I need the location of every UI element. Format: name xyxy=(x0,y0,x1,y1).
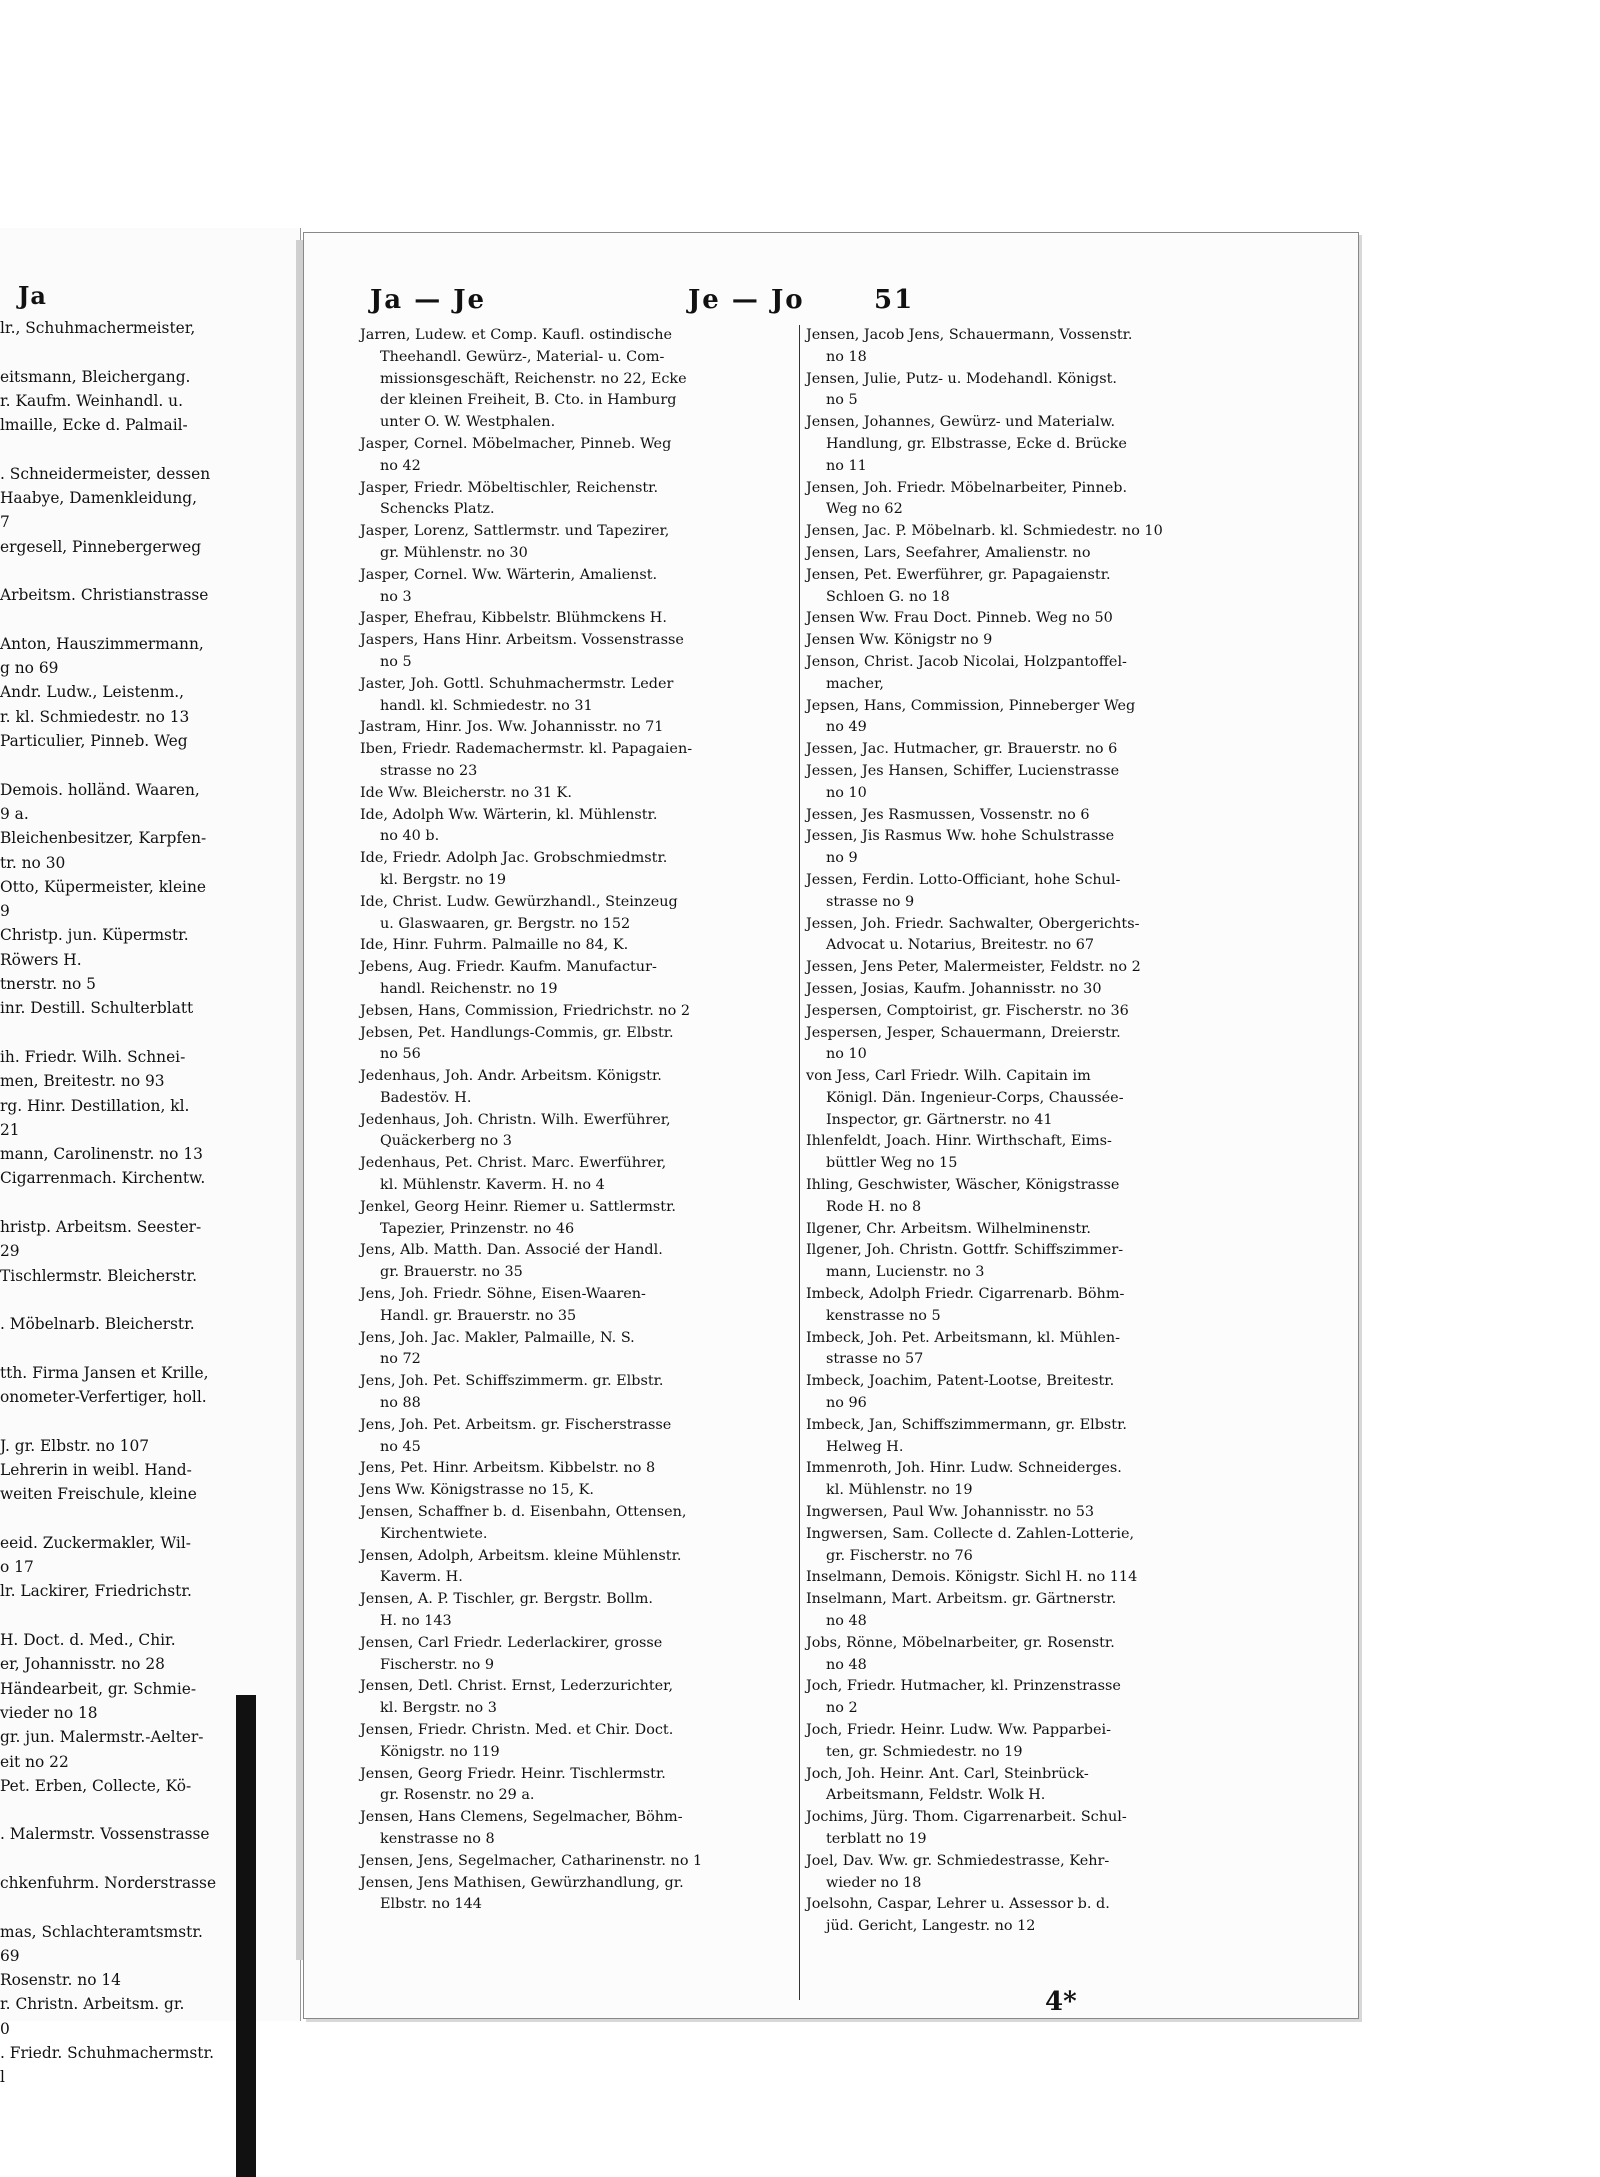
directory-entry-line: Jensen, Joh. Friedr. Möbelnarbeiter, Pinneb. xyxy=(806,479,1128,496)
directory-entry-line: Jensen, Jac. P. Möbelnarb. kl. Schmiedestr. no 10 xyxy=(806,523,1163,540)
directory-entry-line: handl. Reichenstr. no 19 xyxy=(380,980,558,997)
left-page-line: tnerstr. no 5 xyxy=(0,975,96,994)
directory-entry-line: strasse no 57 xyxy=(826,1351,924,1368)
left-page-line: Andr. Ludw., Leistenm., xyxy=(0,683,185,702)
left-page-line: 29 xyxy=(0,1242,20,1261)
directory-entry-line: jüd. Gericht, Langestr. no 12 xyxy=(826,1918,1036,1935)
directory-entry-line: no 5 xyxy=(826,392,858,409)
directory-entry-line: Inselmann, Mart. Arbeitsm. gr. Gärtnerstr. xyxy=(806,1591,1117,1608)
directory-entry-line: Ide, Hinr. Fuhrm. Palmaille no 84, K. xyxy=(360,937,629,954)
directory-entry-line: Jasper, Ehefrau, Kibbelstr. Blühmckens H. xyxy=(360,610,667,627)
left-page-line: lr., Schuhmachermeister, xyxy=(0,319,196,337)
directory-entry-line: Badestöv. H. xyxy=(380,1089,472,1106)
directory-entry-line: Ide, Friedr. Adolph Jac. Grobschmiedmstr. xyxy=(360,850,668,867)
directory-entry-line: Tapezier, Prinzenstr. no 46 xyxy=(380,1220,575,1237)
directory-entry-line: Handl. gr. Brauerstr. no 35 xyxy=(380,1307,577,1324)
directory-entry-line: Jasper, Cornel. Ww. Wärterin, Amalienst. xyxy=(360,566,658,583)
directory-entry-line: Jarren, Ludew. et Comp. Kaufl. ostindische xyxy=(360,327,672,343)
left-page-line: H. Doct. d. Med., Chir. xyxy=(0,1631,176,1650)
directory-entry-line: Jensen, Adolph, Arbeitsm. kleine Mühlenstr. xyxy=(360,1547,682,1564)
directory-entry-line: Königstr. no 119 xyxy=(380,1743,500,1760)
left-page-line xyxy=(0,1409,300,1433)
directory-entry-line: gr. Brauerstr. no 35 xyxy=(380,1264,523,1281)
left-page-line: Röwers H. xyxy=(0,950,82,969)
directory-entry-line: Jens, Joh. Friedr. Söhne, Eisen-Waaren- xyxy=(360,1286,646,1303)
directory-entry-line: no 3 xyxy=(380,588,412,605)
left-page-line: Christp. jun. Küpermstr. xyxy=(0,926,189,945)
directory-entry-line: Imbeck, Joh. Pet. Arbeitsmann, kl. Mühlen- xyxy=(806,1329,1120,1346)
directory-entry-line: Jensen, Carl Friedr. Lederlackirer, grosse xyxy=(360,1634,663,1651)
directory-entry-line: no 5 xyxy=(380,653,412,670)
directory-entry-line: Helweg H. xyxy=(826,1438,904,1455)
directory-entry-line: Jaspers, Hans Hinr. Arbeitsm. Vossenstrasse xyxy=(360,632,684,649)
directory-entry-line: Jenkel, Georg Heinr. Riemer u. Sattlermstr. xyxy=(360,1198,676,1215)
directory-entry-line: Jasper, Cornel. Möbelmacher, Pinneb. Weg xyxy=(360,435,672,452)
directory-entry-line: Imbeck, Jan, Schiffszimmermann, gr. Elbstr. xyxy=(806,1416,1127,1433)
directory-entry-line: Ide Ww. Bleicherstr. no 31 K. xyxy=(360,784,572,801)
left-page-line: Händearbeit, gr. Schmie- xyxy=(0,1679,197,1698)
directory-entry-line: Ilgener, Joh. Christn. Gottfr. Schiffszimmer- xyxy=(806,1242,1124,1259)
directory-entry-line: wieder no 18 xyxy=(826,1874,922,1891)
directory-entry-line: Jessen, Jis Rasmus Ww. hohe Schulstrasse xyxy=(806,828,1115,845)
directory-entry-line: Weg no 62 xyxy=(826,501,903,518)
left-page-line: er, Johannisstr. no 28 xyxy=(0,1655,165,1674)
directory-entry-line: Jenson, Christ. Jacob Nicolai, Holzpantoffel- xyxy=(806,653,1127,670)
directory-entry-line: Ihlenfeldt, Joach. Hinr. Wirthschaft, Eims- xyxy=(806,1133,1112,1150)
directory-entry-line: kenstrasse no 8 xyxy=(380,1830,495,1847)
directory-entry-line: Jensen, Georg Friedr. Heinr. Tischlermstr. xyxy=(360,1765,666,1782)
directory-entry-line: Schloen G. no 18 xyxy=(826,588,950,605)
left-page-line: . Friedr. Schuhmachermstr. xyxy=(0,2044,215,2063)
directory-entry-line: Jessen, Josias, Kaufm. Johannisstr. no 30 xyxy=(806,980,1102,997)
directory-entry-line: kl. Bergstr. no 19 xyxy=(380,871,507,888)
directory-entry-line: Jedenhaus, Joh. Christn. Wilh. Ewerführer, xyxy=(360,1111,671,1128)
directory-entry-line: Jens, Joh. Pet. Schiffszimmerm. gr. Elbstr. xyxy=(360,1373,664,1390)
left-page-line: chkenfuhrm. Norderstrasse xyxy=(0,1874,217,1892)
left-page-line xyxy=(0,608,300,632)
left-page-line: Particulier, Pinneb. Weg xyxy=(0,732,188,751)
directory-entry-line: Arbeitsmann, Feldstr. Wolk H. xyxy=(826,1787,1046,1804)
directory-entry-line: Ide, Adolph Ww. Wärterin, kl. Mühlenstr. xyxy=(360,806,658,823)
directory-entry-line: Immenroth, Joh. Hinr. Ludw. Schneiderges. xyxy=(806,1460,1122,1477)
signature-mark: 4* xyxy=(1045,1987,1077,2017)
left-page-line: mas, Schlachteramtsmstr. xyxy=(0,1922,203,1941)
directory-entry-line: Jensen, Detl. Christ. Ernst, Lederzurichter, xyxy=(360,1678,674,1695)
directory-entry-line: mann, Lucienstr. no 3 xyxy=(826,1264,985,1281)
directory-entry-line: Jebens, Aug. Friedr. Kaufm. Manufactur- xyxy=(360,959,657,976)
directory-entry-line: Joelsohn, Caspar, Lehrer u. Assessor b. d. xyxy=(806,1896,1110,1913)
directory-entry-line: gr. Rosenstr. no 29 a. xyxy=(380,1787,535,1804)
directory-entry-line: Imbeck, Joachim, Patent-Lootse, Breitestr. xyxy=(806,1373,1115,1390)
directory-entry-line: Theehandl. Gewürz-, Material- u. Com- xyxy=(380,348,665,365)
left-page-line: r. Kaufm. Weinhandl. u. xyxy=(0,391,183,410)
directory-entry-line: Jens, Joh. Pet. Arbeitsm. gr. Fischerstrasse xyxy=(360,1416,672,1433)
directory-entry-line: Jensen, Julie, Putz- u. Modehandl. Königst. xyxy=(806,370,1118,387)
directory-entry-line: Kirchentwiete. xyxy=(380,1525,488,1542)
left-page-line xyxy=(0,1191,300,1215)
directory-entry-line: Jens, Joh. Jac. Makler, Palmaille, N. S. xyxy=(360,1329,635,1346)
directory-entry-line: no 45 xyxy=(380,1438,421,1455)
directory-entry-line: Schencks Platz. xyxy=(380,501,495,518)
left-page-line: lmaille, Ecke d. Palmail- xyxy=(0,416,188,435)
left-page-line: gr. jun. Malermstr.-Aelter- xyxy=(0,1728,204,1747)
left-page-line xyxy=(0,1604,300,1628)
left-page-line: rg. Hinr. Destillation, kl. xyxy=(0,1096,190,1115)
directory-entry-line: no 48 xyxy=(826,1656,867,1673)
left-page-line: Anton, Hauszimmermann, xyxy=(0,634,204,653)
left-page-line: onometer-Verfertiger, holl. xyxy=(0,1388,207,1407)
left-page-line: ih. Friedr. Wilh. Schnei- xyxy=(0,1047,186,1066)
left-page-line: 9 a. xyxy=(0,804,29,823)
directory-entry-line: Jobs, Rönne, Möbelnarbeiter, gr. Rosenstr. xyxy=(806,1634,1115,1651)
directory-entry-line: no 2 xyxy=(826,1700,858,1717)
left-page-line: . Malermstr. Vossenstrasse xyxy=(0,1825,210,1844)
directory-entry-line: Jensen Ww. Frau Doct. Pinneb. Weg no 50 xyxy=(806,610,1113,627)
left-page-line xyxy=(0,753,300,777)
directory-entry-line: Jebsen, Hans, Commission, Friedrichstr. no 2 xyxy=(360,1002,691,1019)
directory-entry-line: Advocat u. Notarius, Breitestr. no 67 xyxy=(826,937,1095,954)
directory-entry-line: kenstrasse no 5 xyxy=(826,1307,941,1324)
binding-spine xyxy=(236,1695,256,2177)
directory-entry-line: Königl. Dän. Ingenieur-Corps, Chaussée- xyxy=(826,1089,1124,1106)
directory-entry-line: Ingwersen, Paul Ww. Johannisstr. no 53 xyxy=(806,1504,1095,1521)
left-page-line xyxy=(0,340,300,364)
left-page-line: Bleichenbesitzer, Karpfen- xyxy=(0,829,207,848)
directory-entry-line: Jessen, Jes Rasmussen, Vossenstr. no 6 xyxy=(806,806,1090,823)
directory-entry-line: Jensen, Jacob Jens, Schauermann, Vossenstr. xyxy=(806,327,1133,343)
directory-entry-line: gr. Fischerstr. no 76 xyxy=(826,1547,973,1564)
directory-entry-line: no 9 xyxy=(826,850,858,867)
directory-entry-line: Ilgener, Chr. Arbeitsm. Wilhelminenstr. xyxy=(806,1220,1092,1237)
directory-entry-line: H. no 143 xyxy=(380,1613,452,1630)
left-page-line: tth. Firma Jansen et Krille, xyxy=(0,1363,209,1382)
left-page-line: 69 xyxy=(0,1946,20,1965)
directory-entry-line: Ingwersen, Sam. Collecte d. Zahlen-Lotterie, xyxy=(806,1525,1135,1542)
directory-entry-line: Jensen, Friedr. Christn. Med. et Chir. Doct. xyxy=(360,1722,674,1738)
directory-entry-line: Jensen, Schaffner b. d. Eisenbahn, Ottensen, xyxy=(360,1504,687,1521)
directory-entry-line: Jessen, Jes Hansen, Schiffer, Lucienstrasse xyxy=(806,762,1120,779)
directory-entry-line: von Jess, Carl Friedr. Wilh. Capitain im xyxy=(806,1068,1091,1085)
column-divider xyxy=(799,325,800,2000)
directory-entry-line: Jasper, Lorenz, Sattlermstr. und Tapezirer, xyxy=(360,523,670,540)
left-page-line: eit no 22 xyxy=(0,1752,69,1771)
directory-entry-line: strasse no 9 xyxy=(826,893,915,910)
directory-entry-line: Jensen, Jens, Segelmacher, Catharinenstr. no 1 xyxy=(360,1852,703,1869)
directory-entry-line: unter O. W. Westphalen. xyxy=(380,414,556,431)
directory-entry-line: Jebsen, Pet. Handlungs-Commis, gr. Elbstr. xyxy=(360,1024,674,1041)
left-page-line: inr. Destill. Schulterblatt xyxy=(0,999,194,1018)
left-page-line: Demois. holländ. Waaren, xyxy=(0,780,200,799)
directory-entry-line: kl. Mühlenstr. no 19 xyxy=(826,1482,973,1499)
left-page-line: Arbeitsm. Christianstrasse xyxy=(0,586,209,605)
directory-entry-line: no 10 xyxy=(826,1046,867,1063)
left-page-line: Otto, Küpermeister, kleine xyxy=(0,877,206,896)
directory-entry-line: missionsgeschäft, Reichenstr. no 22, Ecke xyxy=(380,370,687,387)
left-page-line: vieder no 18 xyxy=(0,1703,98,1722)
left-page-line: . Schneidermeister, dessen xyxy=(0,464,211,483)
left-page-line: eitsmann, Bleichergang. xyxy=(0,367,191,386)
directory-entry-line: Jensen, Hans Clemens, Segelmacher, Böhm- xyxy=(360,1809,683,1826)
left-page-line: Rosenstr. no 14 xyxy=(0,1971,121,1990)
left-page-line xyxy=(0,1288,300,1312)
directory-entry-line: Jessen, Jens Peter, Malermeister, Feldstr. no 2 xyxy=(806,959,1141,976)
left-page-line xyxy=(0,1021,300,1045)
left-page-line: ergesell, Pinnebergerweg xyxy=(0,537,202,556)
directory-entry-line: Jaster, Joh. Gottl. Schuhmachermstr. Leder xyxy=(360,675,674,692)
directory-entry-line: Rode H. no 8 xyxy=(826,1198,922,1215)
directory-entry-line: Jensen, Jens Mathisen, Gewürzhandlung, gr. xyxy=(360,1874,684,1891)
directory-entry-line: u. Glaswaaren, gr. Bergstr. no 152 xyxy=(380,915,631,932)
directory-entry-line: kl. Mühlenstr. Kaverm. H. no 4 xyxy=(380,1177,605,1194)
left-page-line: g no 69 xyxy=(0,659,59,678)
left-page-line xyxy=(0,437,300,461)
directory-entry-line: Jensen, A. P. Tischler, gr. Bergstr. Bollm. xyxy=(360,1591,653,1608)
left-page-line: Cigarrenmach. Kirchentw. xyxy=(0,1169,206,1188)
left-page-line: Tischlermstr. Bleicherstr. xyxy=(0,1266,198,1285)
left-page-line: eeid. Zuckermakler, Wil- xyxy=(0,1533,191,1552)
directory-entry-line: Jessen, Ferdin. Lotto-Officiant, hohe Schul- xyxy=(806,871,1121,888)
directory-entry-line: der kleinen Freiheit, B. Cto. in Hamburg xyxy=(380,392,677,409)
directory-entry-line: Jessen, Jac. Hutmacher, gr. Brauerstr. no 6 xyxy=(806,741,1118,758)
directory-entry-line: gr. Mühlenstr. no 30 xyxy=(380,544,528,561)
left-page-line: r. kl. Schmiedestr. no 13 xyxy=(0,707,190,726)
directory-entry-line: no 49 xyxy=(826,719,867,736)
directory-entry-line: Jespersen, Comptoirist, gr. Fischerstr. no 36 xyxy=(806,1002,1129,1019)
left-page-line: r. Christn. Arbeitsm. gr. xyxy=(0,1995,185,2014)
directory-entry-line: Quäckerberg no 3 xyxy=(380,1133,512,1150)
directory-entry-line: handl. kl. Schmiedestr. no 31 xyxy=(380,697,593,714)
left-page-line: Pet. Erben, Collecte, Kö- xyxy=(0,1776,192,1795)
directory-entry-line: Ide, Christ. Ludw. Gewürzhandl., Steinzeug xyxy=(360,893,678,910)
directory-entry-line: kl. Bergstr. no 3 xyxy=(380,1700,497,1717)
right-page xyxy=(303,232,1359,2019)
directory-entry-line: Ihling, Geschwister, Wäscher, Königstrasse xyxy=(806,1177,1120,1194)
directory-entry-line: no 11 xyxy=(826,457,867,474)
page-number: 51 xyxy=(874,285,915,315)
directory-entry-line: no 10 xyxy=(826,784,867,801)
left-page-line xyxy=(0,1336,300,1360)
directory-entry-line: Jepsen, Hans, Commission, Pinneberger Weg xyxy=(806,697,1136,714)
header-right: Je — Jo xyxy=(688,285,805,315)
directory-entry-line: Jensen, Lars, Seefahrer, Amalienstr. no xyxy=(806,544,1091,561)
left-page-line xyxy=(0,1507,300,1531)
directory-entry-line: Iben, Friedr. Rademachermstr. kl. Papagaien- xyxy=(360,741,693,758)
left-page-line: hristp. Arbeitsm. Seester- xyxy=(0,1217,202,1236)
directory-entry-line: no 88 xyxy=(380,1395,421,1412)
left-page-line: lr. Lackirer, Friedrichstr. xyxy=(0,1582,192,1601)
directory-entry-line: Joch, Joh. Heinr. Ant. Carl, Steinbrück- xyxy=(806,1765,1089,1782)
directory-entry-line: no 72 xyxy=(380,1351,421,1368)
left-page-line: tr. no 30 xyxy=(0,853,66,872)
directory-entry-line: no 48 xyxy=(826,1613,867,1630)
directory-entry-line: Jens, Alb. Matth. Dan. Associé der Handl. xyxy=(360,1242,663,1259)
directory-entry-line: no 40 b. xyxy=(380,828,440,845)
directory-entry-line: büttler Weg no 15 xyxy=(826,1155,958,1172)
left-page-line: o 17 xyxy=(0,1558,34,1577)
directory-entry-line: Handlung, gr. Elbstrasse, Ecke d. Brücke xyxy=(826,435,1127,452)
left-page-line: men, Breitestr. no 93 xyxy=(0,1072,165,1091)
directory-entry-line: Joch, Friedr. Hutmacher, kl. Prinzenstrasse xyxy=(806,1678,1121,1695)
directory-entry-line: no 56 xyxy=(380,1046,421,1063)
left-page-line: J. gr. Elbstr. no 107 xyxy=(0,1436,150,1455)
directory-entry-line: Inspector, gr. Gärtnerstr. no 41 xyxy=(826,1111,1053,1128)
directory-entry-line: no 96 xyxy=(826,1395,867,1412)
directory-entry-line: Jensen, Johannes, Gewürz- und Materialw. xyxy=(806,414,1116,431)
directory-entry-line: Jedenhaus, Joh. Andr. Arbeitsm. Königstr. xyxy=(360,1068,662,1085)
left-page-header: Ja xyxy=(18,281,47,310)
directory-entry-line: Kaverm. H. xyxy=(380,1569,463,1586)
directory-entry-line: ten, gr. Schmiedestr. no 19 xyxy=(826,1743,1023,1760)
directory-entry-line: Jens Ww. Königstrasse no 15, K. xyxy=(360,1482,594,1499)
left-page-line: 21 xyxy=(0,1120,20,1139)
directory-entry-line: strasse no 23 xyxy=(380,762,478,779)
directory-entry-line: Imbeck, Adolph Friedr. Cigarrenarb. Böhm- xyxy=(806,1286,1125,1303)
left-page-line: 0 xyxy=(0,2019,10,2038)
column-left xyxy=(360,325,804,1916)
left-page-line: Lehrerin in weibl. Hand- xyxy=(0,1460,192,1479)
directory-entry-line: terblatt no 19 xyxy=(826,1830,927,1847)
directory-entry-line: Joch, Friedr. Heinr. Ludw. Ww. Papparbei- xyxy=(806,1722,1111,1738)
directory-entry-line: Jespersen, Jesper, Schauermann, Dreierstr. xyxy=(806,1024,1121,1041)
directory-entry-line: Jochims, Jürg. Thom. Cigarrenarbeit. Schul- xyxy=(806,1809,1127,1826)
directory-entry-line: Jastram, Hinr. Jos. Ww. Johannisstr. no 71 xyxy=(360,719,664,736)
directory-entry-line: macher, xyxy=(826,675,884,692)
directory-entry-line: Elbstr. no 144 xyxy=(380,1896,482,1913)
directory-entry-line: Inselmann, Demois. Königstr. Sichl H. no 114 xyxy=(806,1569,1138,1586)
directory-entry-line: no 18 xyxy=(826,348,867,365)
left-page-line: 9 xyxy=(0,902,10,921)
directory-entry-line: Jessen, Joh. Friedr. Sachwalter, Obergerichts- xyxy=(806,915,1140,932)
directory-entry-line: Jasper, Friedr. Möbeltischler, Reichenstr. xyxy=(360,479,659,496)
left-page-line: mann, Carolinenstr. no 13 xyxy=(0,1145,203,1164)
left-page-line xyxy=(0,559,300,583)
left-page-line: l xyxy=(0,2068,5,2087)
left-page-line: . Möbelnarb. Bleicherstr. xyxy=(0,1315,195,1334)
left-page-line: 7 xyxy=(0,513,10,532)
left-page-line: Haabye, Damenkleidung, xyxy=(0,489,198,508)
directory-entry-line: Jens, Pet. Hinr. Arbeitsm. Kibbelstr. no 8 xyxy=(360,1460,656,1477)
directory-entry-line: Jensen Ww. Königstr no 9 xyxy=(806,632,993,649)
directory-entry-line: Fischerstr. no 9 xyxy=(380,1656,494,1673)
column-right xyxy=(806,325,1250,1938)
directory-entry-line: Jensen, Pet. Ewerführer, gr. Papagaienstr. xyxy=(806,566,1111,583)
directory-entry-line: no 42 xyxy=(380,457,421,474)
directory-entry-line: Joel, Dav. Ww. gr. Schmiedestrasse, Kehr- xyxy=(806,1852,1110,1869)
directory-entry-line: Jedenhaus, Pet. Christ. Marc. Ewerführer, xyxy=(360,1155,667,1172)
left-page-line: weiten Freischule, kleine xyxy=(0,1485,197,1504)
header-left: Ja — Je xyxy=(370,285,487,315)
